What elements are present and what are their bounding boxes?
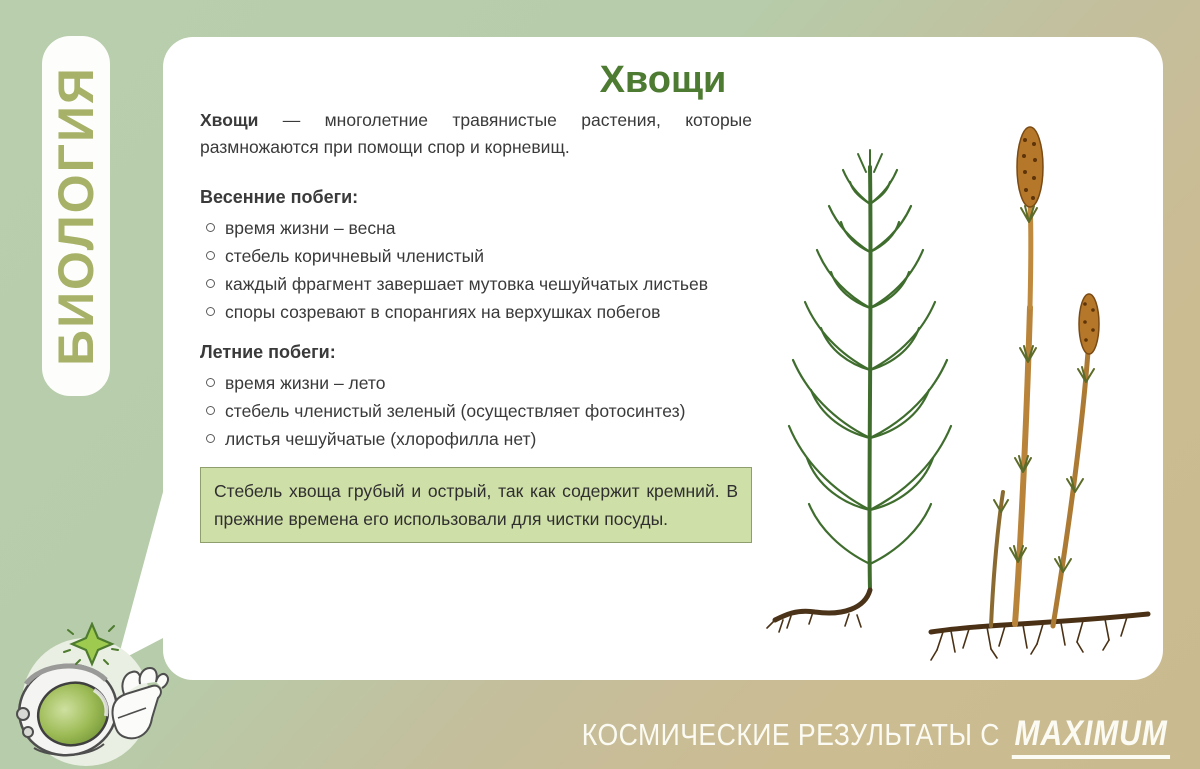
horsetail-illustration xyxy=(753,112,1158,672)
list-item: споры созревают в спорангиях на верхушках побегов xyxy=(200,298,752,326)
intro-paragraph xyxy=(200,107,752,161)
list-item: каждый фрагмент завершает мутовка чешуйчатых листьев xyxy=(200,270,752,298)
subject-pill xyxy=(42,36,110,396)
bullet-ring-icon xyxy=(206,251,215,260)
subject-label: БИОЛОГИЯ xyxy=(48,66,104,366)
astronaut-icon xyxy=(6,622,171,769)
bullet-ring-icon xyxy=(206,223,215,232)
summer-rhizome-drawing xyxy=(767,590,870,632)
summer-shoot-drawing xyxy=(789,150,951,590)
section-heading-summer: Летние побеги: xyxy=(200,342,336,362)
spring-shoots-list xyxy=(200,214,752,326)
bullet-ring-icon xyxy=(206,434,215,443)
intro-definition: — многолетние травянистые растения, которые размножаются при помощи спор и корневищ. xyxy=(200,110,752,157)
list-item: стебель коричневый членистый xyxy=(200,242,752,270)
bullet-ring-icon xyxy=(206,279,215,288)
section-heading-spring: Весенние побеги: xyxy=(200,187,359,207)
bullet-ring-icon xyxy=(206,307,215,316)
maximum-logo: MAXIMUM xyxy=(1012,714,1170,759)
footer-tagline: КОСМИЧЕСКИЕ РЕЗУЛЬТАТЫ С xyxy=(581,717,1000,752)
list-item: листья чешуйчатые (хлорофилла нет) xyxy=(200,425,752,453)
list-item: стебель членистый зеленый (осуществляет фотосинтез) xyxy=(200,397,752,425)
list-item: время жизни – весна xyxy=(200,214,752,242)
text-column xyxy=(200,107,752,543)
spring-shoots-drawing xyxy=(931,127,1148,660)
bullet-ring-icon xyxy=(206,406,215,415)
page-title: Хвощи xyxy=(599,59,727,101)
intro-term: Хвощи xyxy=(200,110,259,130)
bullet-ring-icon xyxy=(206,378,215,387)
list-item: время жизни – лето xyxy=(200,369,752,397)
fact-callout: Стебель хвоща грубый и острый, так как содержит кремний. В прежние времена его использовали для чистки посуды. xyxy=(200,467,752,543)
summer-shoots-list xyxy=(200,369,752,453)
content-card xyxy=(163,37,1163,680)
footer xyxy=(582,714,1170,759)
